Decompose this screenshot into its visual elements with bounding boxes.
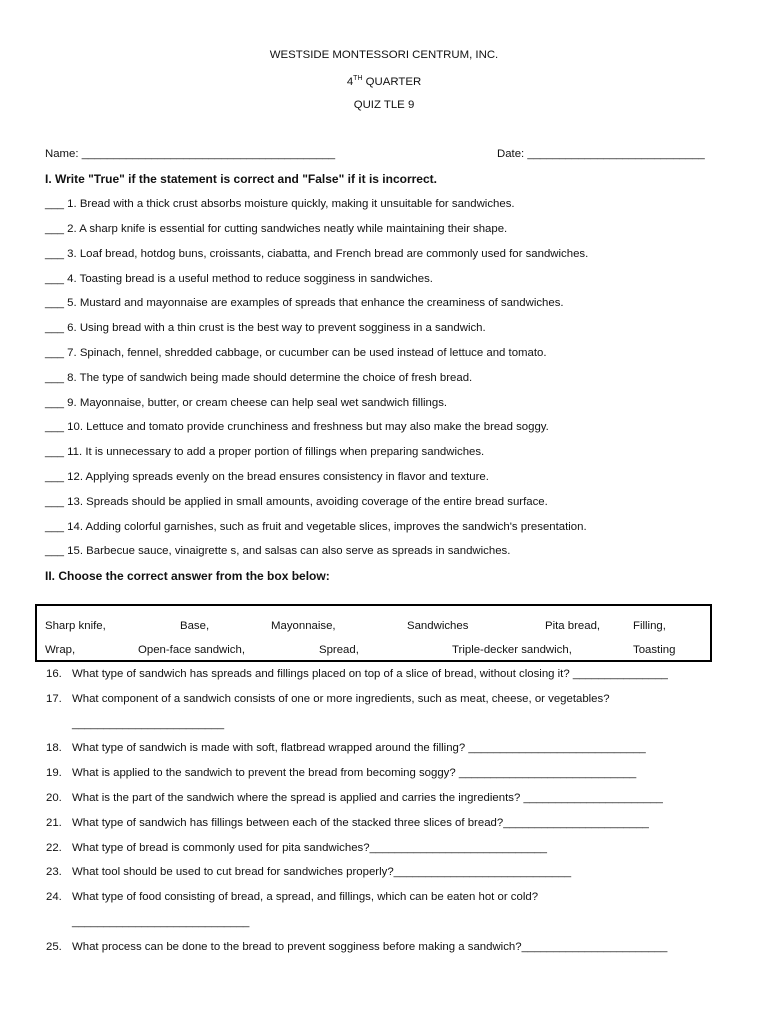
true-false-item[interactable]: ___ 1. Bread with a thick crust absorbs moisture quickly, making it unsuitable for sandwiches. <box>45 198 515 210</box>
word-bank-word: Triple-decker sandwich, <box>452 644 572 656</box>
word-bank-word: Mayonnaise, <box>271 620 336 632</box>
question-text: What type of sandwich is made with soft, flatbread wrapped around the filling? ____________________________ <box>72 742 646 754</box>
question-number: 19. <box>46 767 62 779</box>
part2-instruction: II. Choose the correct answer from the box below: <box>45 569 330 583</box>
question-text: What component of a sandwich consists of one or more ingredients, such as meat, cheese, or vegetables? <box>72 693 610 705</box>
school-name: WESTSIDE MONTESSORI CENTRUM, INC. <box>269 49 499 61</box>
answer-blank[interactable]: ____________________________ <box>72 916 250 928</box>
question-number: 23. <box>46 866 62 878</box>
quarter-superscript: TH <box>353 75 363 82</box>
name-field[interactable]: Name: ________________________________________ <box>45 148 336 160</box>
true-false-item[interactable]: ___ 6. Using bread with a thin crust is the best way to prevent sogginess in a sandwich. <box>45 322 486 334</box>
word-bank-box <box>35 604 712 662</box>
word-bank-word: Toasting <box>633 644 676 656</box>
question-number: 24. <box>46 891 62 903</box>
quiz-title: QUIZ TLE 9 <box>353 99 415 111</box>
question-number: 20. <box>46 792 62 804</box>
word-bank-word: Open-face sandwich, <box>138 644 246 656</box>
question-number: 21. <box>46 817 62 829</box>
true-false-item[interactable]: ___ 9. Mayonnaise, butter, or cream cheese can help seal wet sandwich fillings. <box>45 397 448 409</box>
true-false-item[interactable]: ___ 15. Barbecue sauce, vinaigrette s, and salsas can also serve as spreads in sandwiches. <box>45 545 511 557</box>
true-false-item[interactable]: ___ 11. It is unnecessary to add a proper portion of fillings when preparing sandwiches. <box>45 446 485 458</box>
question-text: What type of bread is commonly used for pita sandwiches?____________________________ <box>72 842 547 854</box>
word-bank-word: Spread, <box>319 644 359 656</box>
question-text: What process can be done to the bread to prevent sogginess before making a sandwich?_______________________ <box>72 941 668 953</box>
true-false-item[interactable]: ___ 4. Toasting bread is a useful method to reduce sogginess in sandwiches. <box>45 273 433 285</box>
question-text: What type of sandwich has fillings between each of the stacked three slices of bread?_______________________ <box>72 817 649 829</box>
true-false-item[interactable]: ___ 5. Mustard and mayonnaise are examples of spreads that enhance the creaminess of sandwiches. <box>45 297 564 309</box>
quarter-word: QUARTER <box>362 76 422 88</box>
question-text: What type of sandwich has spreads and fillings placed on top of a slice of bread, without closing it? _______________ <box>72 668 668 680</box>
question-number: 18. <box>46 742 62 754</box>
true-false-item[interactable]: ___ 10. Lettuce and tomato provide crunchiness and freshness but may also make the bread soggy. <box>45 421 549 433</box>
true-false-item[interactable]: ___ 12. Applying spreads evenly on the bread ensures consistency in flavor and texture. <box>45 471 489 483</box>
word-bank-word: Sharp knife, <box>45 620 106 632</box>
true-false-item[interactable]: ___ 8. The type of sandwich being made should determine the choice of fresh bread. <box>45 372 473 384</box>
true-false-item[interactable]: ___ 13. Spreads should be applied in small amounts, avoiding coverage of the entire bread surface. <box>45 496 548 508</box>
true-false-item[interactable]: ___ 3. Loaf bread, hotdog buns, croissants, ciabatta, and French bread are commonly used for sandwiches. <box>45 248 589 260</box>
quarter-heading <box>0 72 768 89</box>
true-false-item[interactable]: ___ 7. Spinach, fennel, shredded cabbage, or cucumber can be used instead of lettuce and tomato. <box>45 347 547 359</box>
word-bank-word: Filling, <box>633 620 666 632</box>
word-bank-word: Pita bread, <box>545 620 601 632</box>
true-false-item[interactable]: ___ 14. Adding colorful garnishes, such as fruit and vegetable slices, improves the sandwich's presentation. <box>45 521 587 533</box>
question-text: What is the part of the sandwich where the spread is applied and carries the ingredients? ______________________ <box>72 792 663 804</box>
question-text: What is applied to the sandwich to prevent the bread from becoming soggy? ____________________________ <box>72 767 637 779</box>
date-field[interactable]: Date: ____________________________ <box>497 148 705 160</box>
answer-blank[interactable]: ________________________ <box>72 718 225 730</box>
question-number: 17. <box>46 693 62 705</box>
true-false-item[interactable]: ___ 2. A sharp knife is essential for cutting sandwiches neatly while maintaining their shape. <box>45 223 508 235</box>
word-bank-word: Wrap, <box>45 644 76 656</box>
question-number: 25. <box>46 941 62 953</box>
question-text: What type of food consisting of bread, a spread, and fillings, which can be eaten hot or cold? <box>72 891 539 903</box>
question-number: 16. <box>46 668 62 680</box>
question-number: 22. <box>46 842 62 854</box>
part1-instruction: I. Write "True" if the statement is correct and "False" if it is incorrect. <box>45 172 437 186</box>
question-text: What tool should be used to cut bread for sandwiches properly?____________________________ <box>72 866 572 878</box>
word-bank-word: Base, <box>180 620 210 632</box>
quarter-number: 4 <box>346 76 354 88</box>
word-bank-word: Sandwiches <box>407 620 469 632</box>
